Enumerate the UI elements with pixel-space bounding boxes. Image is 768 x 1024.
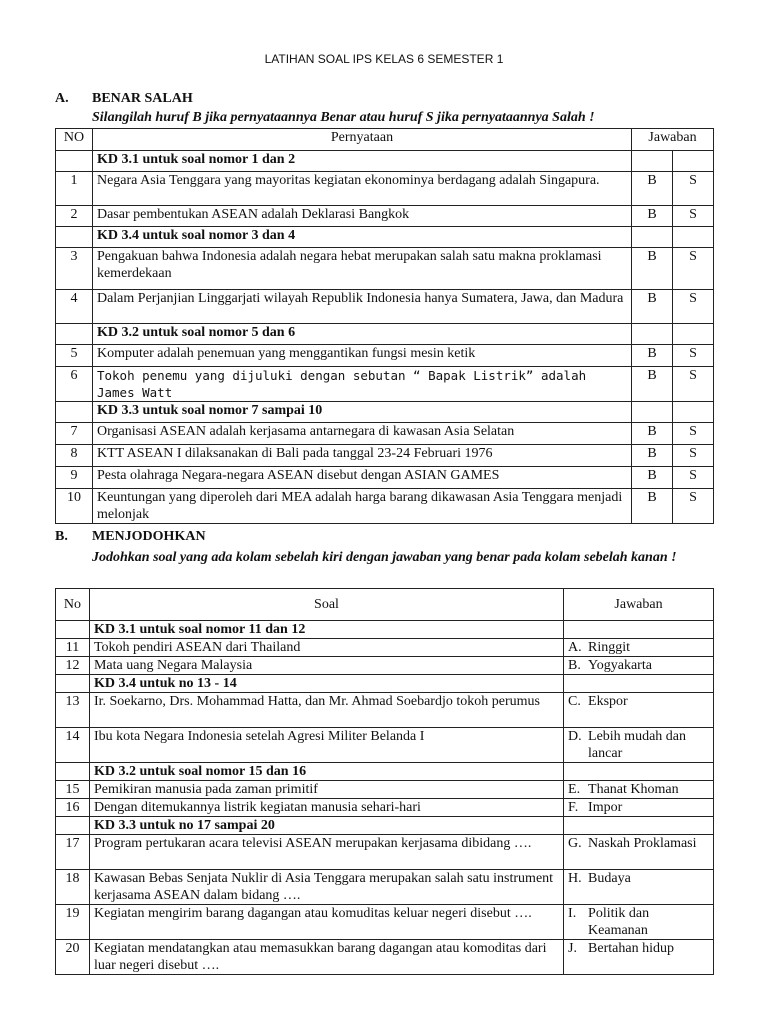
answer-s-option[interactable]: S [673,345,714,367]
answer-b-option[interactable]: B [632,172,673,206]
option-text: Yogyakarta [588,658,652,673]
question-text: Tokoh pendiri ASEAN dari Thailand [89,639,563,657]
table-row [56,835,714,870]
question-text: Dengan ditemukannya listrik kegiatan manusia sehari-hari [89,799,563,817]
question-number: 10 [56,489,93,524]
statement-text: Pengakuan bahwa Indonesia adalah negara hebat merupakan salah satu makna proklamasi kemerdekaan [92,248,631,290]
statement-text: Keuntungan yang diperoleh dari MEA adalah harga barang dikawasan Asia Tenggara menjadi melonjak [92,489,631,524]
question-text: Mata uang Negara Malaysia [89,657,563,675]
option-text: Budaya [588,871,631,886]
table-row [56,728,714,763]
answer-b-option[interactable]: B [632,290,673,324]
answer-s-option[interactable]: S [673,467,714,489]
table-row [56,345,714,367]
table-row [56,905,714,940]
table-row [56,467,714,489]
option-letter: D. [568,729,582,744]
question-text: Kegiatan mendatangkan atau memasukkan barang dagangan atau komoditas dari luar negeri disebut …. [89,940,563,975]
question-number: 3 [56,248,93,290]
question-number: 14 [56,728,90,763]
header-question: Soal [89,589,563,621]
statement-text: Pesta olahraga Negara-negara ASEAN disebut dengan ASIAN GAMES [92,467,631,489]
header-answer: Jawaban [564,589,714,621]
option-letter: E. [568,782,581,797]
question-text: Program pertukaran acara televisi ASEAN merupakan kerjasama dibidang …. [89,835,563,870]
answer-s-option[interactable]: S [673,290,714,324]
kd-label: KD 3.4 untuk soal nomor 3 dan 4 [92,227,631,248]
page-title: LATIHAN SOAL IPS KELAS 6 SEMESTER 1 [264,52,504,66]
kd-label: KD 3.1 untuk soal nomor 1 dan 2 [92,151,631,172]
option-letter: C. [568,694,581,709]
statement-text: Dalam Perjanjian Linggarjati wilayah Republik Indonesia hanya Sumatera, Jawa, dan Madura [92,290,631,324]
header-answer: Jawaban [632,129,714,151]
matching-table [55,588,714,975]
question-number: 4 [56,290,93,324]
table-row [56,367,714,402]
answer-option[interactable] [564,799,714,817]
question-number: 2 [56,206,93,227]
option-letter: H. [568,871,582,886]
answer-s-option[interactable]: S [673,489,714,524]
table-row [56,248,714,290]
question-number: 17 [56,835,90,870]
kd-label: KD 3.4 untuk no 13 - 14 [89,675,563,693]
question-number: 1 [56,172,93,206]
table-row [56,799,714,817]
question-number: 19 [56,905,90,940]
true-false-table [55,128,714,524]
section-b-letter: B. [55,529,68,544]
question-text: Kegiatan mengirim barang dagangan atau komuditas keluar negeri disebut …. [89,905,563,940]
option-text: Naskah Proklamasi [588,836,697,851]
answer-b-option[interactable]: B [632,423,673,445]
question-text: Pemikiran manusia pada zaman primitif [89,781,563,799]
header-no: No [56,589,90,621]
statement-text: Negara Asia Tenggara yang mayoritas kegiatan ekonominya berdagang adalah Singapura. [92,172,631,206]
kd-label: KD 3.2 untuk soal nomor 15 dan 16 [89,763,563,781]
answer-option[interactable] [564,639,714,657]
answer-s-option[interactable]: S [673,367,714,402]
option-text: Impor [588,800,623,815]
kd-label: KD 3.2 untuk soal nomor 5 dan 6 [92,324,631,345]
section-b-title: MENJODOHKAN [92,529,206,544]
option-letter: I. [568,906,577,921]
option-text: Ekspor [588,694,628,709]
question-number: 18 [56,870,90,905]
table-row [56,693,714,728]
question-number: 8 [56,445,93,467]
section-a-instruction: Silangilah huruf B jika pernyataannya Benar atau huruf S jika pernyataannya Salah ! [92,110,595,125]
answer-option[interactable] [564,657,714,675]
question-number: 6 [56,367,93,402]
answer-b-option[interactable]: B [632,467,673,489]
question-number: 13 [56,693,90,728]
option-text: Ringgit [588,640,631,655]
option-text: Politik dan Keamanan [588,906,650,938]
section-a-letter: A. [55,91,69,106]
table-row [56,489,714,524]
statement-text: Komputer adalah penemuan yang menggantikan fungsi mesin ketik [92,345,631,367]
section-a-title: BENAR SALAH [92,91,193,106]
kd-label: KD 3.3 untuk soal nomor 7 sampai 10 [92,402,631,423]
option-text: Lebih mudah dan lancar [588,729,687,761]
answer-option[interactable] [564,835,714,870]
table-row [56,781,714,799]
section-a-heading [55,91,193,107]
question-number: 12 [56,657,90,675]
question-text: Ibu kota Negara Indonesia setelah Agresi Militer Belanda I [89,728,563,763]
question-number: 15 [56,781,90,799]
table-row [56,290,714,324]
option-letter: G. [568,836,582,851]
table-row [56,870,714,905]
question-number: 7 [56,423,93,445]
question-text: Ir. Soekarno, Drs. Mohammad Hatta, dan Mr. Ahmad Soebardjo tokoh perumus [89,693,563,728]
answer-option[interactable] [564,940,714,975]
header-statement: Pernyataan [92,129,631,151]
statement-text: Tokoh penemu yang dijuluki dengan sebutan “ Bapak Listrik” adalah James Watt [92,367,631,402]
kd-label: KD 3.1 untuk soal nomor 11 dan 12 [89,621,563,639]
answer-option[interactable] [564,693,714,728]
header-no: NO [56,129,93,151]
section-b-instruction: Jodohkan soal yang ada kolam sebelah kiri dengan jawaban yang benar pada kolam sebelah kanan ! [92,550,677,565]
section-b-heading [55,529,206,545]
table-row [56,445,714,467]
option-letter: A. [568,640,582,655]
option-letter: F. [568,800,579,815]
question-number: 16 [56,799,90,817]
answer-b-option[interactable]: B [632,445,673,467]
table-row [56,657,714,675]
option-letter: J. [568,941,577,956]
table-row [56,423,714,445]
answer-b-option[interactable]: B [632,206,673,227]
answer-b-option[interactable]: B [632,367,673,402]
answer-option[interactable] [564,905,714,940]
answer-s-option[interactable]: S [673,423,714,445]
question-text: Kawasan Bebas Senjata Nuklir di Asia Tenggara merupakan salah satu instrument kerjasama ASEAN dalam bidang …. [89,870,563,905]
table-row [56,940,714,975]
answer-option[interactable] [564,781,714,799]
answer-option[interactable] [564,728,714,763]
answer-b-option[interactable]: B [632,248,673,290]
kd-label: KD 3.3 untuk no 17 sampai 20 [89,817,563,835]
question-number: 11 [56,639,90,657]
table-row [56,206,714,227]
answer-b-option[interactable]: B [632,345,673,367]
statement-text: KTT ASEAN I dilaksanakan di Bali pada tanggal 23-24 Februari 1976 [92,445,631,467]
question-number: 9 [56,467,93,489]
statement-text: Dasar pembentukan ASEAN adalah Deklarasi Bangkok [92,206,631,227]
answer-b-option[interactable]: B [632,489,673,524]
option-text: Thanat Khoman [588,782,679,797]
question-number: 20 [56,940,90,975]
statement-text: Organisasi ASEAN adalah kerjasama antarnegara di kawasan Asia Selatan [92,423,631,445]
option-text: Bertahan hidup [588,941,674,956]
answer-option[interactable] [564,870,714,905]
answer-s-option[interactable]: S [673,206,714,227]
option-letter: B. [568,658,581,673]
table-row [56,639,714,657]
table-row [56,172,714,206]
question-number: 5 [56,345,93,367]
answer-s-option[interactable]: S [673,248,714,290]
answer-s-option[interactable]: S [673,172,714,206]
answer-s-option[interactable]: S [673,445,714,467]
